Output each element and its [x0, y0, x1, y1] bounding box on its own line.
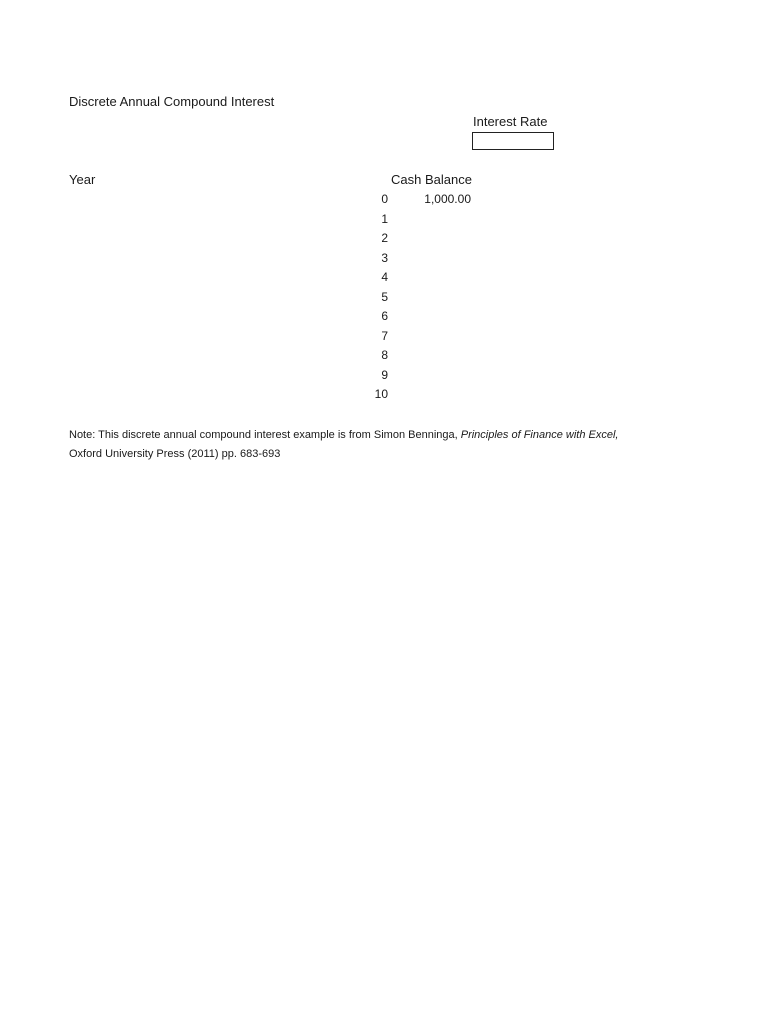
table-row	[300, 366, 500, 386]
table-row	[300, 346, 500, 366]
year-cell: 1	[381, 211, 388, 226]
sheet-title: Discrete Annual Compound Interest	[69, 94, 275, 109]
year-cell: 7	[381, 328, 388, 343]
cash-balance-column-header: Cash Balance	[391, 172, 472, 187]
interest-rate-input[interactable]	[472, 132, 554, 150]
interest-rate-label: Interest Rate	[473, 114, 548, 129]
table-row	[300, 385, 500, 405]
year-column-header: Year	[69, 172, 96, 187]
table-row	[300, 249, 500, 269]
year-cell: 8	[381, 348, 388, 362]
table-row	[300, 190, 500, 210]
year-cell: 10	[374, 387, 388, 401]
source-note-line-1	[69, 426, 618, 445]
year-cell: 0	[381, 192, 388, 206]
table-row	[300, 229, 500, 249]
table-row	[300, 288, 500, 308]
table-row	[300, 268, 500, 288]
table-row	[300, 307, 500, 327]
year-cell: 2	[381, 231, 388, 245]
year-cell: 9	[381, 367, 388, 382]
year-cell: 3	[381, 250, 388, 265]
cash-balance-table	[300, 190, 500, 405]
source-note-line-2: Oxford University Press (2011) pp. 683-693	[69, 448, 281, 460]
year-cell: 5	[381, 289, 388, 304]
source-note-prefix: Note: This discrete annual compound interest example is from Simon Benninga,	[69, 429, 461, 441]
source-book-title: Principles of Finance with Excel,	[460, 429, 619, 441]
balance-cell[interactable]: 1,000.00	[424, 192, 471, 206]
year-cell: 6	[381, 309, 388, 323]
table-row	[300, 327, 500, 347]
year-cell: 4	[381, 270, 388, 284]
table-row	[300, 210, 500, 230]
source-note	[69, 426, 618, 464]
